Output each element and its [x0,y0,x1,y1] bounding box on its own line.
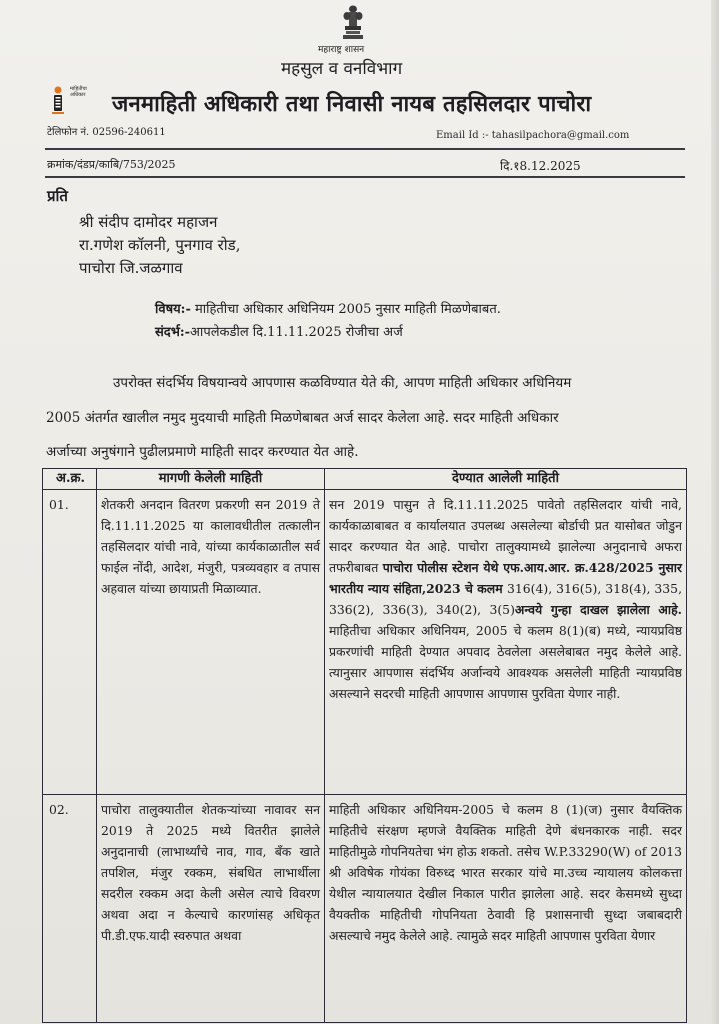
row-serial: 02. [43,795,97,1023]
row-given: माहिती अधिकार अधिनियम-2005 चे कलम 8 (1)(ज) नुसार वैयक्तिक माहितीचे संरक्षण म्हणजे वैयक्तिक माहिती देणे बंधनकारक नाही. सदर माहितीमुळे गोपनियतेचा भंग होऊ शकतो. तसेच W.P.33290(W) of 2013 श्री अविषेक गोयंका विरुध्द भारत सरकार यांचे मा.उच्च न्यायालय कोलकत्ता येथील न्यायालयात देखील निकाल पारीत झालेला आहे. सदर केसमध्ये सुध्दा वैयक्तीक माहितीची गोपनियता ठेवावी हि प्रशासनाची सुध्दा जबाबदारी असल्याचे नमुद केलेले आहे. त्यामुळे सदर माहिती आपणास पुरविता येणार [325,795,687,1023]
reference-divider [45,176,685,178]
rti-logo-icon [48,86,70,118]
header-given: देण्यात आलेली माहिती [325,469,687,490]
paper-edge [711,0,719,1024]
header-requested: मागणी केलेली माहिती [97,469,325,490]
table-header-row [43,469,687,490]
given-part-e: माहितीचा अधिकार अधिनियम, 2005 चे कलम 8(1)(ब) मध्ये, न्यायप्रविष्ठ प्रकरणांची माहिती देण्यात अपवाद ठेवलेला असलेबाबत नमुद केलेले आहे. त्यानुसार आपणास संदर्भिय अर्जान्वये आवश्यक असलेली माहिती न्यायप्रविष्ठ असल्याने सदरची माहिती आपणास आपणास पुरविता येणार नाही. [329,623,682,701]
reference-line [155,322,403,340]
reference-text: आपलेकडील दि.11.11.2025 रोजीचा अर्ज [190,325,403,340]
given-part-a: सन 2019 पासुन ते दि.11.11.2025 पावेतो तहसिलदार यांची नावे, कार्यकाळाबाबत व कार्यालयात उपलब्ध असलेल्या बोर्डाची प्रत यासोबत जोडुन सादर करण्यात येत आहे. पाचोरा तालुक्यामध्ये झालेल्या अनुदानाचे अफरा तफरीबाबत [329,497,682,575]
table-row [43,490,687,795]
reference-label: संदर्भ:- [155,325,191,340]
body-line-3: अर्जाच्या अनुषंगाने पुढीलप्रमाणे माहिती सादर करण्यात येत आहे. [46,444,359,460]
row-requested: शेतकरी अनदान वितरण प्रकरणी सन 2019 ते दि.11.11.2025 या कालावधीतील तत्कालीन तहसिलदार यांची नावे, यांच्या कार्यकाळातील सर्व फाईल नोंदी, आदेश, मंजुरी, पत्रव्यवहार व तपास अहवाल यांच्या छायाप्रती मिळाव्यात. [97,490,325,795]
row-serial: 01. [43,490,97,795]
office-title: जनमाहिती अधिकारी तथा निवासी नायब तहसिलदार पाचोरा [112,91,592,117]
header-serial: अ.क्र. [43,469,97,490]
state-emblem-icon [340,4,366,40]
given-part-d: अन्वये गुन्हा दाखल झालेला आहे. [514,602,682,617]
given-part-b: पाचोरा पोलीस स्टेशन येथे एफ.आय.आर. क्र.428/2025 नुसार भारतीय न्याय संहिता,2023 चे कलम [329,560,682,596]
body-line-1: उपरोक्त संदर्भिय विषयान्वये आपणास कळविण्यात येते की, आपण माहिती अधिकार अधिनियम [113,375,572,391]
header-divider [45,148,685,150]
letter-date: दि.१8.12.2025 [500,159,581,173]
recipient-address-2: पाचोरा जि.जळगाव [79,259,183,277]
department-name: महसुल व वनविभाग [281,59,403,79]
reference-number: क्रमांक/दंडप्र/काबि/753/2025 [47,158,176,171]
salutation: प्रति [47,187,68,205]
subject-label: विषय:- [155,302,191,317]
government-name: महाराष्ट्र शासन [318,45,365,55]
recipient-name: श्री संदीप दामोदर महाजन [79,213,218,231]
logo-text: माहितीचा अधिकार [70,86,87,98]
phone-number: टेलिफोन नं. 02596-240611 [47,127,166,138]
table-row [43,795,687,1023]
given-part-c: 316(4), 316(5), 318(4), 335, 336(2), 336(3), 340(2), 3(5) [329,581,683,617]
subject-text: माहितीचा अधिकार अधिनियम 2005 नुसार माहिती मिळणेबाबत. [190,302,501,317]
body-line-2: 2005 अंतर्गत खालील नमुद मुदयाची माहिती मिळणेबाबत अर्ज सादर केलेला आहे. सदर माहिती अधिकार [46,410,559,426]
row-requested: पाचोरा तालुक्यातील शेतकऱ्यांच्या नावावर सन 2019 ते 2025 मध्ये वितरीत झालेले अनुदानाची (लाभार्थ्यांचे नाव, गाव, बँक खाते तपशिल, मंजुर रक्कम, संबधित लाभार्थीला सदरील रक्कम अदा केली असेल त्याचे विवरण अथवा अदा न केल्याचे कारणांसह अधिकृत पी.डी.एफ.यादी स्वरुपात अथवा [97,795,325,1023]
information-table [42,468,687,1023]
subject-line [155,299,501,317]
email-address: Email Id :- tahasilpachora@gmail.com [436,130,630,141]
row-given [325,490,687,795]
recipient-address-1: रा.गणेश कॉलनी, पुनगाव रोड, [79,236,241,254]
